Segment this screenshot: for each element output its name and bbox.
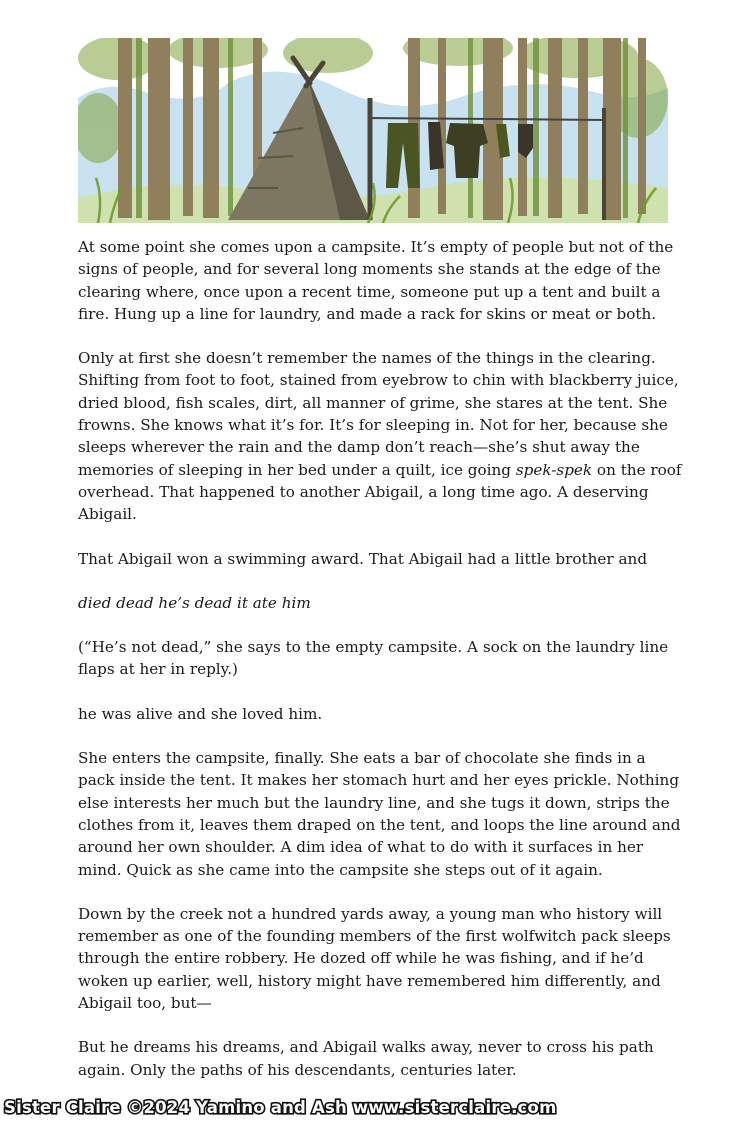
story-paragraph: (“He’s not dead,” she says to the empty campsite. A sock on the laundry line flaps at her in reply.) [78, 638, 669, 679]
story-text [78, 236, 682, 1103]
story-paragraph: She enters the campsite, finally. She eats a bar of chocolate she finds in a pack inside the tent. It makes her stomach hurt and her eyes prickle. Nothing else interests her much but the laundry line, and she tugs it down, strips the clothes from it, leaves them draped on the tent, and loops the line around and around her own shoulder. A dim idea of what to do with it surfaces in her mind. Quick as she came into the campsite she steps out of it again. [78, 749, 681, 879]
story-emphasis: spek-spek [515, 460, 593, 479]
story-text-part: Only at first she doesn’t remember the names of the things in the clearing. Shifting from foot to foot, stained from eyebrow to chin with blackberry juice, dried blood, fish scales, dirt, all manner of grime, she stares at the tent. She frowns. She knows what it’s for. It’s for sleeping in. Not for her, because she sleeps wherever the rain and the damp don’t reach—she’s shut away the memories of sleeping in her bed under a quilt, ice going [78, 349, 679, 479]
story-paragraph: he was alive and she loved him. [78, 704, 323, 723]
story-paragraph-italic: died dead he’s dead it ate him [78, 593, 311, 612]
story-paragraph: At some point she comes upon a campsite. It’s empty of people but not of the signs of people, and for several long moments she stands at the edge of the clearing where, once upon a recent time, someone put up a tent and built a fire. Hung up a line for laundry, and made a rack for skins or meat or both. [78, 238, 674, 323]
story-paragraph: But he dreams his dreams, and Abigail walks away, never to cross his path again. Only the paths of his descendants, centuries later. [78, 1038, 654, 1079]
story-text-part: on the roof overhead. That happened to another Abigail, a long time ago. A deserving Abigail. [78, 460, 682, 524]
story-paragraph: Down by the creek not a hundred yards away, a young man who history will remember as one of the founding members of the first wolfwitch pack sleeps through the entire robbery. He dozed off while he was fishing, and if he’d woken up earlier, well, history might have remembered him differently, and Abigail too, but— [78, 904, 671, 1013]
story-paragraph: That Abigail won a swimming award. That Abigail had a little brother and [78, 549, 648, 568]
forest-campsite-illustration [78, 38, 668, 223]
story-paragraph [78, 347, 682, 525]
footer-credit: Sister Claire ©2024 Yamino and Ash www.sisterclaire.com [4, 1098, 557, 1117]
